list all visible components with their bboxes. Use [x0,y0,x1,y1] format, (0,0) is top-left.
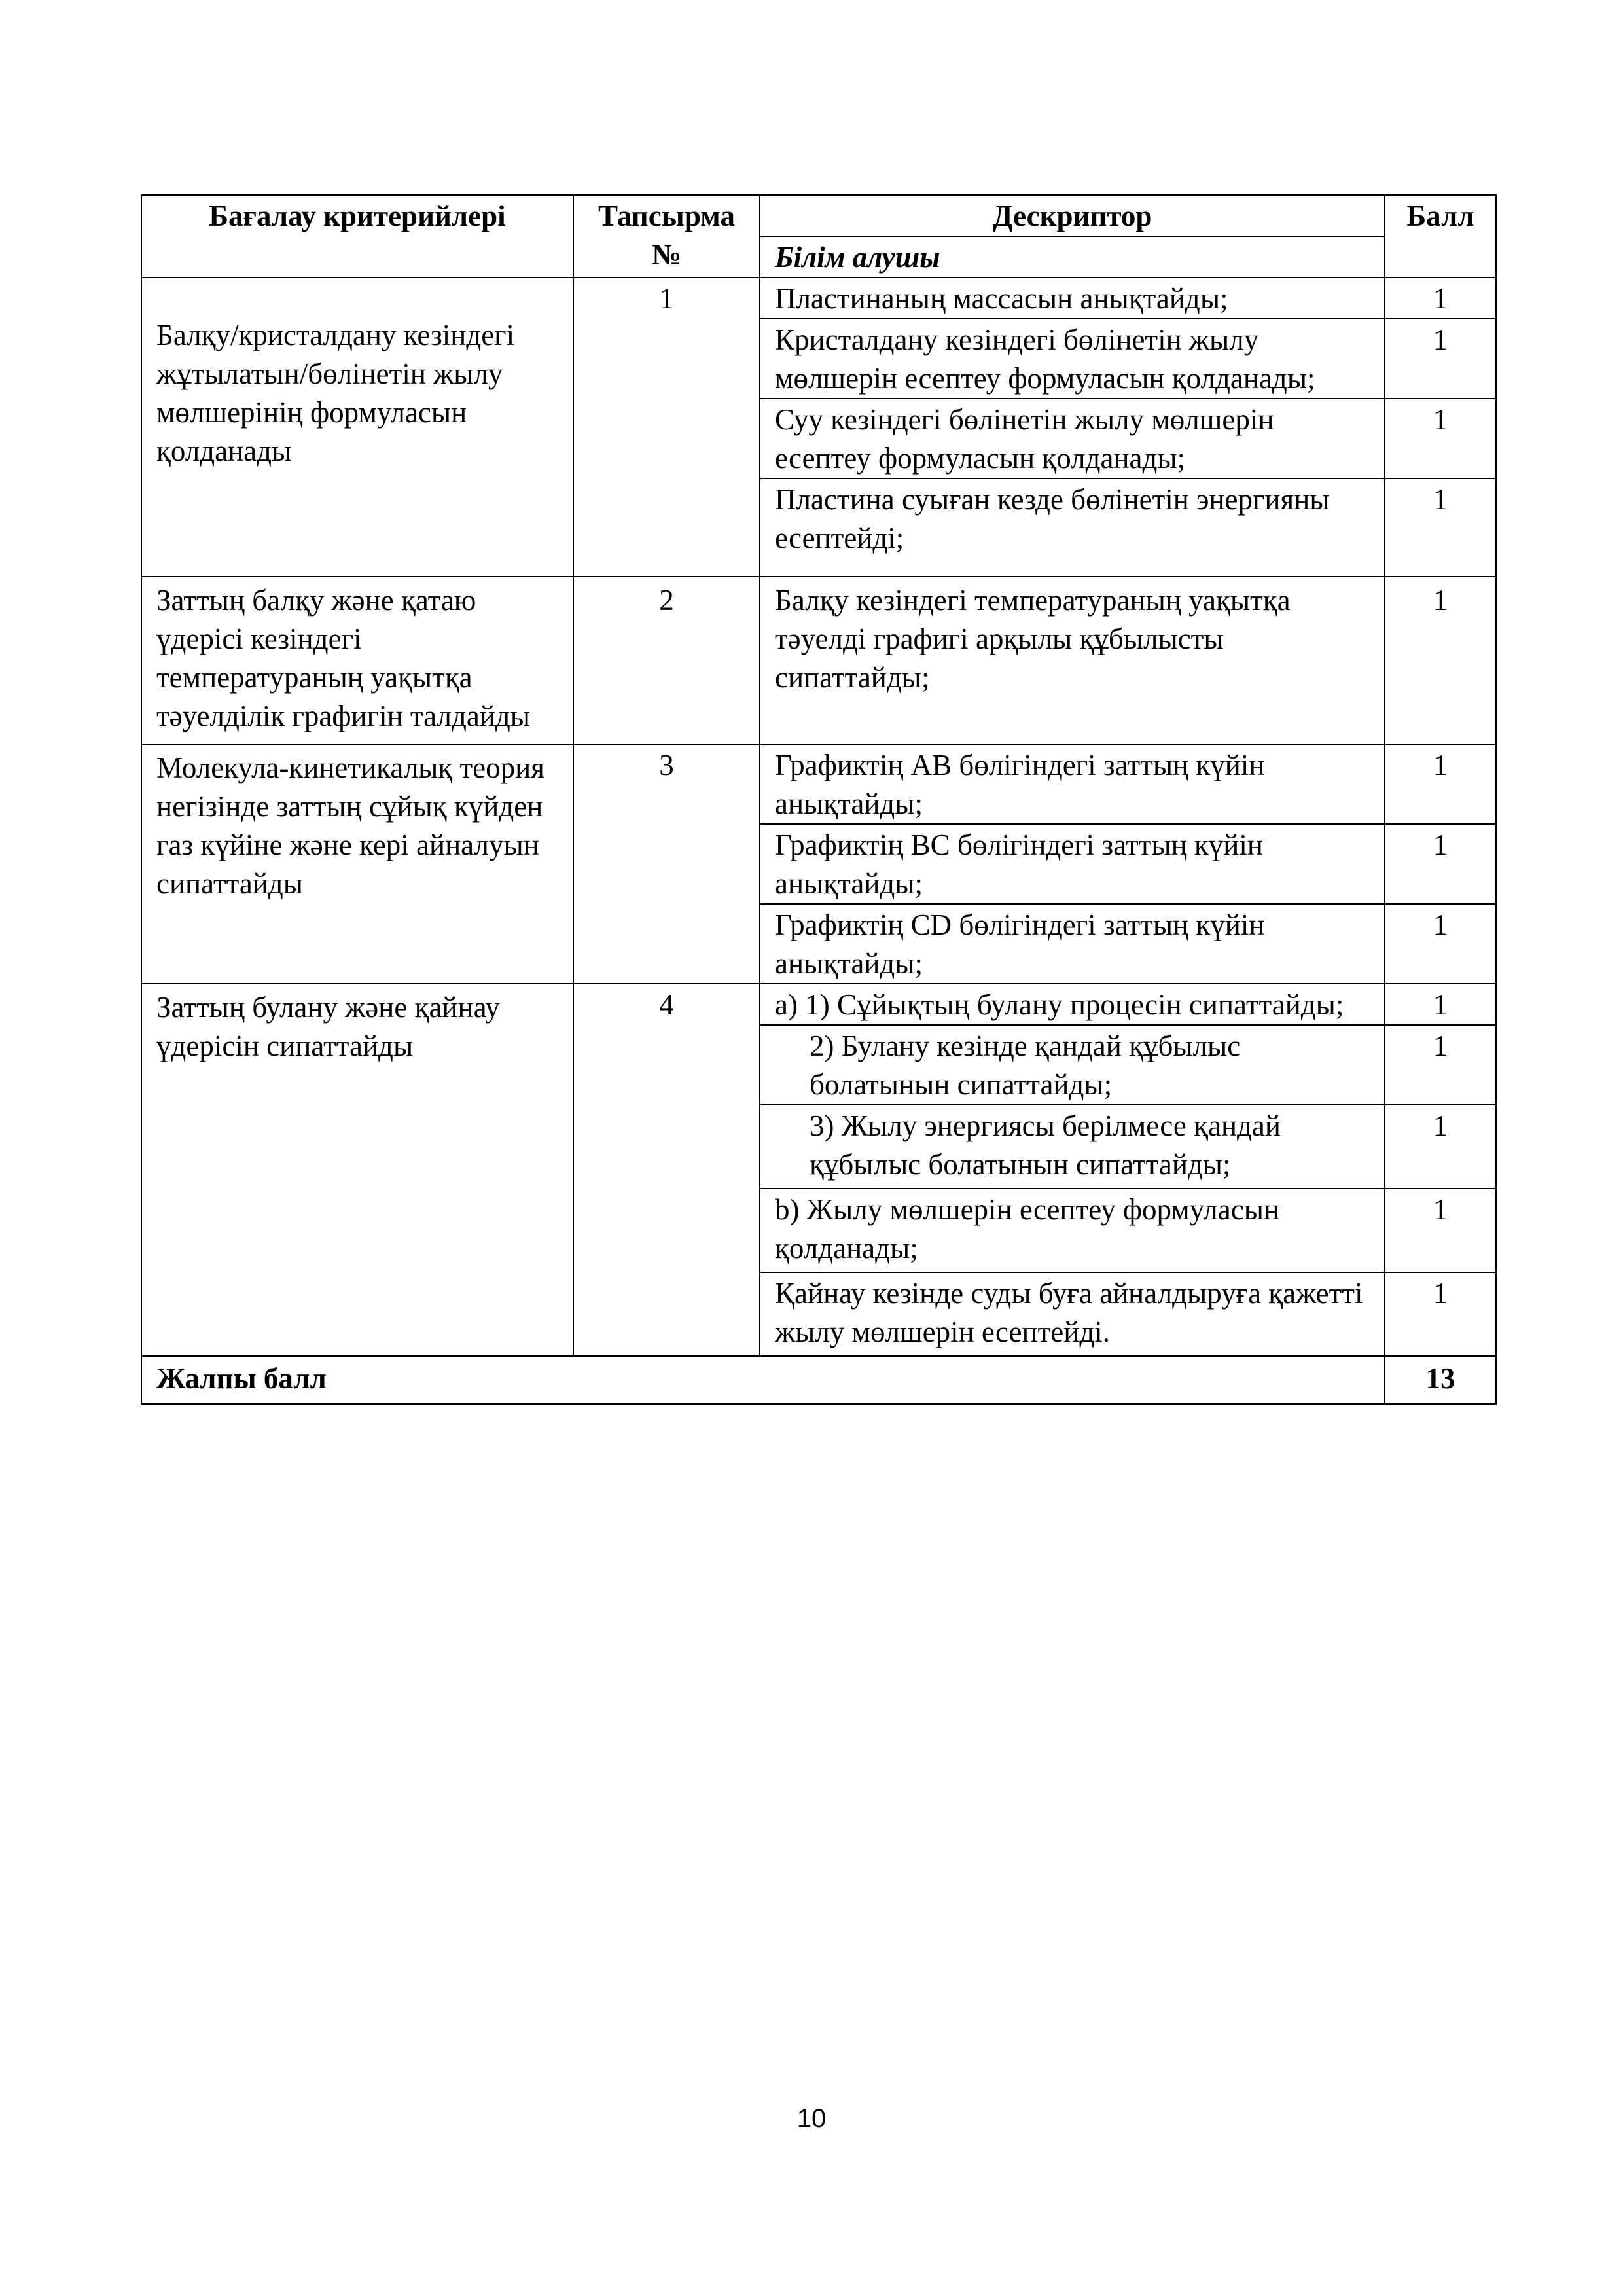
task-number: 1 [573,278,760,577]
task-number: 3 [573,744,760,984]
total-value: 13 [1385,1356,1496,1404]
score-cell: 1 [1385,744,1496,824]
table-row [141,577,1496,744]
score-cell: 1 [1385,399,1496,478]
criterion-cell: Заттың булану және қайнау үдерісін сипаттайды [141,984,573,1356]
descriptor-cell: Суу кезіндегі бөлінетін жылу мөлшерін есептеу формуласын қолданады; [760,399,1385,478]
descriptor-cell: Графиктің ВС бөлігіндегі заттың күйін анықтайды; [760,824,1385,904]
score-cell: 1 [1385,1189,1496,1272]
descriptor-cell: 3) Жылу энергиясы берілмесе қандай құбылыс болатынын сипаттайды; [760,1105,1385,1189]
descriptor-cell: 2) Булану кезінде қандай құбылыс болатынын сипаттайды; [760,1025,1385,1105]
criterion-cell: Балқу/кристалдану кезіндегі жұтылатын/бөлінетін жылу мөлшерінің формуласын қолданады [141,278,573,577]
score-cell: 1 [1385,904,1496,984]
score-cell: 1 [1385,1272,1496,1356]
table-row [141,744,1496,824]
header-descriptor-sub: Білім алушы [760,236,1385,278]
descriptor-cell: Графиктің АВ бөлігіндегі заттың күйін анықтайды; [760,744,1385,824]
descriptor-cell: Кристалдану кезіндегі бөлінетін жылу мөлшерін есептеу формуласын қолданады; [760,319,1385,399]
descriptor-cell: a) 1) Сұйықтың булану процесін сипаттайды; [760,984,1385,1025]
page-number: 10 [796,2104,827,2133]
score-cell: 1 [1385,319,1496,399]
assessment-table [141,194,1497,1405]
score-cell: 1 [1385,984,1496,1025]
score-cell: 1 [1385,1105,1496,1189]
header-descriptor: Дескриптор [760,195,1385,236]
score-cell: 1 [1385,1025,1496,1105]
score-cell: 1 [1385,577,1496,744]
task-number: 2 [573,577,760,744]
descriptor-cell: Балқу кезіндегі температураның уақытқа тәуелді графигі арқылы құбылысты сипаттайды; [760,577,1385,744]
descriptor-cell: b) Жылу мөлшерін есептеу формуласын қолданады; [760,1189,1385,1272]
header-row [141,195,1496,236]
header-task: Тапсырма № [573,195,760,278]
total-label: Жалпы балл [141,1356,1385,1404]
score-cell: 1 [1385,278,1496,319]
criterion-cell: Заттың балқу және қатаю үдерісі кезіндегі температураның уақытқа тәуелділік графигін талдайды [141,577,573,744]
score-cell: 1 [1385,824,1496,904]
task-number: 4 [573,984,760,1356]
header-score: Балл [1385,195,1496,278]
table-row [141,984,1496,1025]
score-cell: 1 [1385,478,1496,577]
table-row [141,278,1496,319]
criterion-cell: Молекула-кинетикалық теория негізінде заттың сұйық күйден газ күйіне және кері айналуын сипаттайды [141,744,573,984]
descriptor-cell: Графиктің CD бөлігіндегі заттың күйін анықтайды; [760,904,1385,984]
descriptor-cell: Пластинаның массасын анықтайды; [760,278,1385,319]
header-criteria: Бағалау критерийлері [141,195,573,278]
total-row [141,1356,1496,1404]
descriptor-cell: Қайнау кезінде суды буға айналдыруға қажетті жылу мөлшерін есептейді. [760,1272,1385,1356]
descriptor-cell: Пластина суыған кезде бөлінетін энергияны есептейді; [760,478,1385,577]
